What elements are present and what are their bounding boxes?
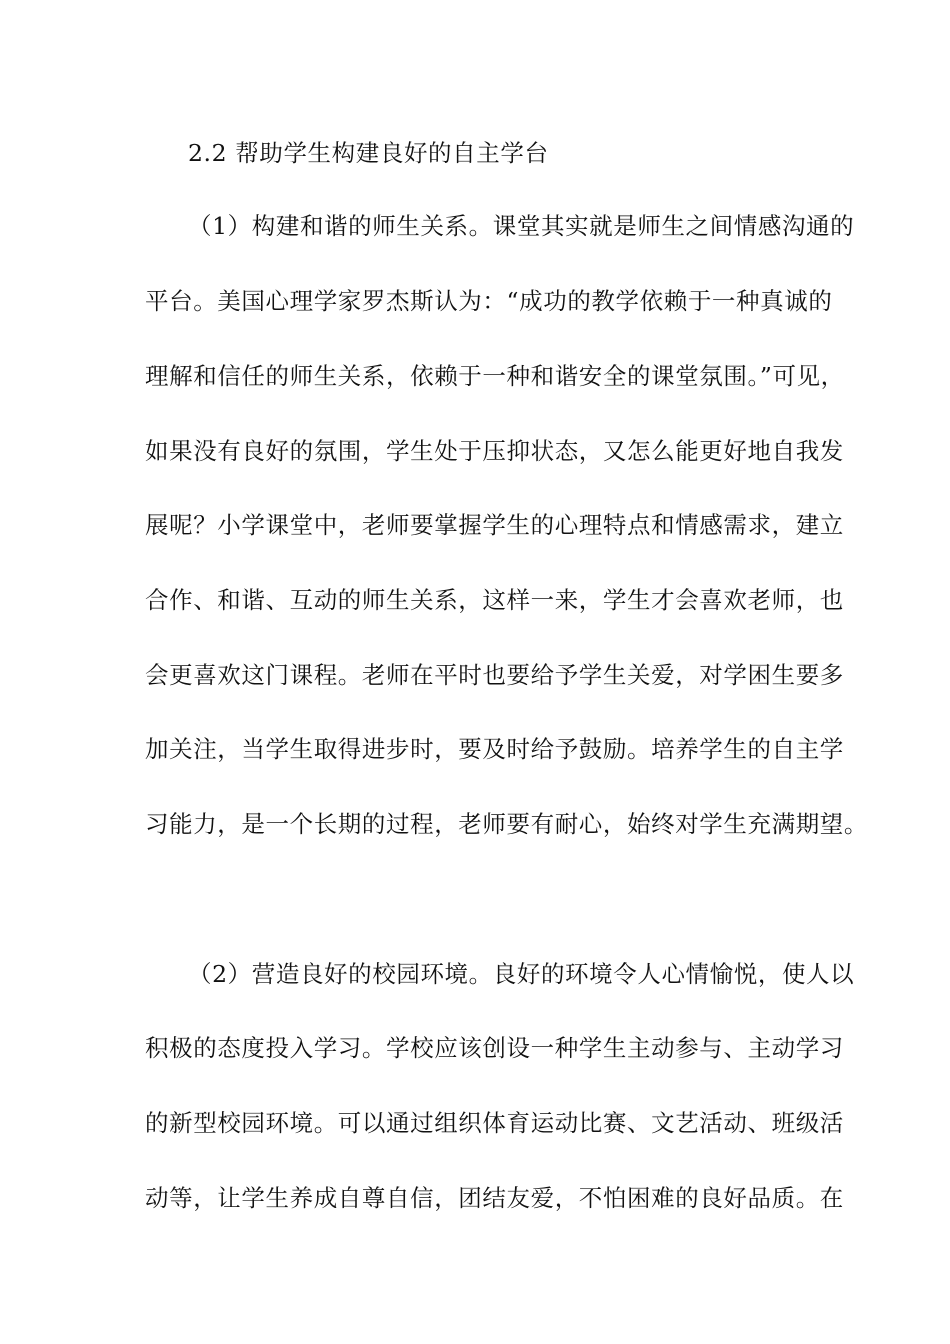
section-heading: 2.2 帮助学生构建良好的自主学台	[188, 139, 549, 167]
paragraph-2-line-3: 的新型校园环境。可以通过组织体育运动比赛、文艺活动、班级活	[145, 1109, 844, 1137]
paragraph-2-line-1: （2）营造良好的校园环境。良好的环境令人心情愉悦，使人以	[188, 960, 855, 988]
paragraph-1-line-6: 合作、和谐、互动的师生关系，这样一来，学生才会喜欢老师，也	[145, 586, 844, 614]
paragraph-1-line-5: 展呢？小学课堂中，老师要掌握学生的心理特点和情感需求，建立	[145, 511, 844, 539]
paragraph-1-line-2: 平台。美国心理学家罗杰斯认为：“成功的教学依赖于一种真诚的	[145, 287, 833, 315]
paragraph-2-line-4: 动等，让学生养成自尊自信，团结友爱，不怕困难的良好品质。在	[145, 1184, 844, 1212]
paragraph-1-line-1: （1）构建和谐的师生关系。课堂其实就是师生之间情感沟通的	[188, 212, 855, 240]
paragraph-1-line-8: 加关注，当学生取得进步时，要及时给予鼓励。培养学生的自主学	[145, 735, 844, 763]
paragraph-1-line-3: 理解和信任的师生关系，依赖于一种和谐安全的课堂氛围。”可见，	[145, 362, 845, 390]
paragraph-1-line-9: 习能力，是一个长期的过程，老师要有耐心，始终对学生充满期望。	[145, 810, 868, 838]
paragraph-1-line-4: 如果没有良好的氛围，学生处于压抑状态，又怎么能更好地自我发	[145, 437, 844, 465]
paragraph-1-line-7: 会更喜欢这门课程。老师在平时也要给予学生关爱，对学困生要多	[145, 661, 844, 689]
paragraph-2-line-2: 积极的态度投入学习。学校应该创设一种学生主动参与、主动学习	[145, 1034, 844, 1062]
